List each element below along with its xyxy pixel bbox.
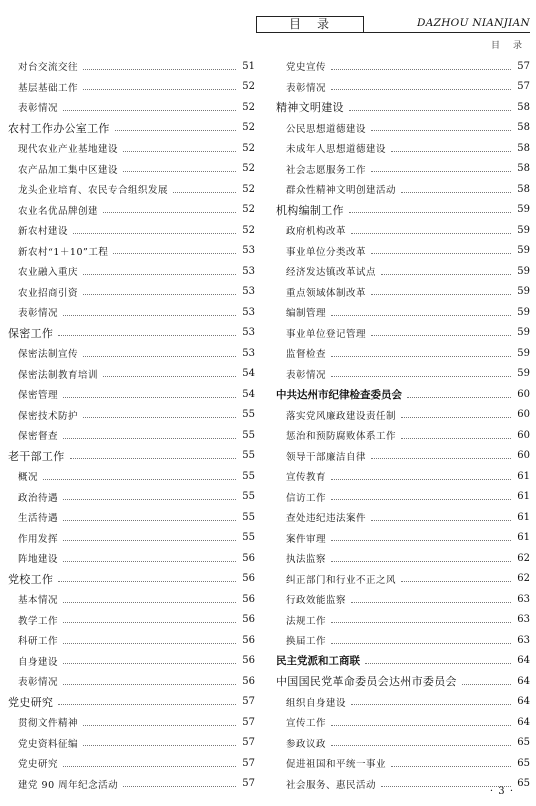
dot-leader <box>371 171 511 172</box>
dot-leader <box>83 356 236 357</box>
toc-entry-title: 政府机构改革 <box>286 226 347 238</box>
toc-entry-title: 民主党派和工商联 <box>276 655 360 668</box>
toc-entry-title: 保密管理 <box>18 390 59 402</box>
dot-leader <box>63 766 236 767</box>
toc-page-number: 58 <box>517 183 530 195</box>
toc-entry <box>276 302 530 323</box>
dot-leader <box>351 704 511 705</box>
dot-leader <box>365 663 511 664</box>
toc-entry-title: 事业单位分类改革 <box>286 246 367 258</box>
toc-page-number: 59 <box>517 368 530 380</box>
dot-leader <box>371 130 511 131</box>
toc-page-number: 55 <box>242 450 255 462</box>
toc-entry <box>8 200 255 221</box>
toc-page-number: 64 <box>517 655 530 667</box>
toc-entry <box>8 425 255 446</box>
toc-entry <box>8 733 255 754</box>
toc-entry-title: 党史研究 <box>8 695 54 709</box>
dot-leader <box>58 581 236 582</box>
toc-entry-title: 促进祖国和平统一事业 <box>286 759 387 771</box>
toc-entry <box>276 405 530 426</box>
dot-leader <box>349 212 511 213</box>
toc-page-number: 53 <box>242 347 255 359</box>
dot-leader <box>331 89 511 90</box>
dot-leader <box>407 397 511 398</box>
dot-leader <box>331 745 511 746</box>
dot-leader <box>401 581 511 582</box>
toc-section-heading <box>8 692 255 713</box>
toc-entry <box>8 712 255 733</box>
dot-leader <box>123 151 236 152</box>
toc-page-number: 65 <box>517 757 530 769</box>
toc-entry <box>276 220 530 241</box>
toc-entry-title: 建党 90 周年纪念活动 <box>18 779 119 791</box>
toc-entry-title: 新农村“1＋10”工程 <box>18 246 109 258</box>
toc-entry <box>8 507 255 528</box>
toc-section-heading <box>276 651 530 672</box>
toc-page-number: 52 <box>242 224 255 236</box>
toc-entry <box>8 159 255 180</box>
dot-leader <box>331 315 511 316</box>
toc-entry <box>8 774 255 795</box>
toc-entry <box>276 712 530 733</box>
dot-leader <box>349 110 511 111</box>
toc-entry-title: 阵地建设 <box>18 554 59 566</box>
toc-page-number: 53 <box>242 286 255 298</box>
toc-entry-title: 农业招商引资 <box>18 287 79 299</box>
toc-entry-title: 信访工作 <box>286 492 327 504</box>
toc-entry <box>8 56 255 77</box>
dot-leader <box>123 171 236 172</box>
toc-entry-title: 惩治和预防腐败体系工作 <box>286 431 397 443</box>
dot-leader <box>63 540 236 541</box>
toc-entry <box>276 364 530 385</box>
dot-leader <box>401 438 511 439</box>
dot-leader <box>70 458 237 459</box>
toc-page-number: 52 <box>242 204 255 216</box>
dot-leader <box>83 274 236 275</box>
toc-section-heading <box>8 323 255 344</box>
toc-entry-title: 监督检查 <box>286 349 327 361</box>
toc-page-number: 62 <box>517 573 530 585</box>
dot-leader <box>63 663 236 664</box>
toc-entry-title: 表彰情况 <box>286 82 327 94</box>
toc-page-number: 63 <box>517 614 530 626</box>
toc-entry-title: 对台交流交往 <box>18 62 79 74</box>
page-number: · 3 · <box>489 786 514 797</box>
toc-entry-title: 保密法制宣传 <box>18 349 79 361</box>
dot-leader <box>391 151 511 152</box>
dot-leader <box>63 602 236 603</box>
toc-entry <box>8 343 255 364</box>
toc-entry-title: 宣传教育 <box>286 472 327 484</box>
toc-entry <box>8 77 255 98</box>
toc-page-number: 56 <box>242 573 255 585</box>
toc-entry-title: 社会志愿服务工作 <box>286 164 367 176</box>
toc-page-number: 56 <box>242 614 255 626</box>
toc-page-number: 56 <box>242 593 255 605</box>
dot-leader <box>103 376 236 377</box>
toc-page-number: 61 <box>517 491 530 503</box>
toc-entry <box>8 241 255 262</box>
dot-leader <box>63 520 236 521</box>
dot-leader <box>63 643 236 644</box>
toc-entry <box>276 528 530 549</box>
dot-leader <box>381 274 511 275</box>
toc-entry <box>276 466 530 487</box>
toc-entry <box>8 548 255 569</box>
toc-page-number: 59 <box>517 265 530 277</box>
toc-page-number: 59 <box>517 347 530 359</box>
toc-page-number: 57 <box>242 696 255 708</box>
toc-page-number: 55 <box>242 409 255 421</box>
dot-leader <box>371 458 511 459</box>
toc-entry-title: 政治待遇 <box>18 492 59 504</box>
toc-page-number: 60 <box>517 409 530 421</box>
toc-entry <box>276 138 530 159</box>
dot-leader <box>331 376 511 377</box>
toc-page-number: 55 <box>242 470 255 482</box>
toc-entry <box>276 610 530 631</box>
toc-entry-title: 参政议政 <box>286 738 327 750</box>
toc-page-number: 55 <box>242 532 255 544</box>
dot-leader <box>63 684 236 685</box>
toc-title: 目 录 <box>288 17 331 31</box>
toc-entry-title: 表彰情况 <box>18 103 59 115</box>
toc-page-number: 56 <box>242 552 255 564</box>
toc-entry-title: 基层基础工作 <box>18 82 79 94</box>
dot-leader <box>173 192 236 193</box>
toc-entry-title: 作用发挥 <box>18 533 59 545</box>
toc-entry-title: 概况 <box>18 472 39 484</box>
toc-page-number: 52 <box>242 163 255 175</box>
toc-entry-title: 党校工作 <box>8 572 54 586</box>
toc-page-number: 55 <box>242 511 255 523</box>
toc-entry-title: 贯彻文件精神 <box>18 718 79 730</box>
dot-leader <box>401 192 511 193</box>
toc-entry-title: 新农村建设 <box>18 226 69 238</box>
toc-entry <box>8 651 255 672</box>
toc-entry <box>8 487 255 508</box>
toc-page-number: 60 <box>517 450 530 462</box>
dot-leader <box>83 89 236 90</box>
dot-leader <box>63 438 236 439</box>
toc-entry-title: 领导干部廉洁自律 <box>286 451 367 463</box>
toc-entry <box>8 671 255 692</box>
toc-page-number: 64 <box>517 696 530 708</box>
toc-entry-title: 保密法制教育培训 <box>18 369 99 381</box>
dot-leader <box>63 315 236 316</box>
toc-entry <box>8 528 255 549</box>
dot-leader <box>63 397 236 398</box>
toc-entry <box>276 425 530 446</box>
toc-section-heading <box>276 200 530 221</box>
dot-leader <box>331 356 511 357</box>
toc-entry <box>8 630 255 651</box>
dot-leader <box>103 212 236 213</box>
toc-entry-title: 现代农业产业基地建设 <box>18 144 119 156</box>
dot-leader <box>331 540 511 541</box>
dot-leader <box>462 684 511 685</box>
dot-leader <box>73 233 236 234</box>
toc-entry-title: 自身建设 <box>18 656 59 668</box>
dot-leader <box>63 561 236 562</box>
toc-entry <box>276 630 530 651</box>
toc-entry <box>276 323 530 344</box>
toc-entry <box>276 446 530 467</box>
toc-page-number: 51 <box>242 60 255 72</box>
toc-page-number: 56 <box>242 655 255 667</box>
toc-page-number: 54 <box>242 388 255 400</box>
toc-entry-title: 基本情况 <box>18 595 59 607</box>
dot-leader <box>331 643 511 644</box>
dot-leader <box>371 294 511 295</box>
toc-page-number: 57 <box>517 60 530 72</box>
dot-leader <box>63 110 236 111</box>
toc-section-heading <box>276 97 530 118</box>
toc-entry-title: 机构编制工作 <box>276 203 344 217</box>
toc-entry-title: 未成年人思想道德建设 <box>286 144 387 156</box>
toc-entry <box>8 138 255 159</box>
dot-leader <box>371 520 511 521</box>
toc-entry <box>8 384 255 405</box>
dot-leader <box>351 233 511 234</box>
toc-page-number: 59 <box>517 327 530 339</box>
toc-entry <box>276 589 530 610</box>
toc-entry-title: 表彰情况 <box>18 308 59 320</box>
toc-page-number: 62 <box>517 552 530 564</box>
toc-entry-title: 农村工作办公室工作 <box>8 121 110 135</box>
toc-entry <box>276 692 530 713</box>
toc-page-number: 65 <box>517 737 530 749</box>
dot-leader <box>58 704 236 705</box>
toc-entry <box>276 753 530 774</box>
toc-page-number: 52 <box>242 101 255 113</box>
toc-entry <box>276 56 530 77</box>
toc-section-heading <box>8 118 255 139</box>
toc-page-number: 55 <box>242 491 255 503</box>
toc-entry <box>8 261 255 282</box>
toc-entry-title: 表彰情况 <box>286 369 327 381</box>
toc-entry <box>276 77 530 98</box>
dot-leader <box>43 479 236 480</box>
toc-page-number: 59 <box>517 306 530 318</box>
dot-leader <box>83 69 236 70</box>
toc-page-number: 53 <box>242 265 255 277</box>
dot-leader <box>371 253 511 254</box>
toc-page-number: 58 <box>517 101 530 113</box>
toc-section-heading <box>276 384 530 405</box>
toc-entry <box>276 118 530 139</box>
toc-title-box <box>256 16 364 33</box>
toc-entry-title: 精神文明建设 <box>276 101 344 115</box>
toc-page-number: 61 <box>517 511 530 523</box>
dot-leader <box>83 745 236 746</box>
toc-page-number: 57 <box>242 757 255 769</box>
toc-entry <box>8 282 255 303</box>
dot-leader <box>391 766 511 767</box>
toc-page-number: 53 <box>242 245 255 257</box>
toc-entry <box>8 589 255 610</box>
toc-entry <box>276 569 530 590</box>
header-rule <box>256 32 530 33</box>
dot-leader <box>83 294 236 295</box>
toc-page-number: 56 <box>242 634 255 646</box>
toc-page-number: 63 <box>517 593 530 605</box>
toc-page-number: 54 <box>242 368 255 380</box>
toc-entry-title: 党史研究 <box>18 759 59 771</box>
toc-entry <box>276 241 530 262</box>
yearbook-title-en: DAZHOU NIANJIAN <box>417 17 530 29</box>
toc-entry-title: 编制管理 <box>286 308 327 320</box>
toc-entry <box>8 753 255 774</box>
toc-entry-title: 中共达州市纪律检查委员会 <box>276 388 402 401</box>
toc-entry-title: 法规工作 <box>286 615 327 627</box>
dot-leader <box>371 335 511 336</box>
toc-entry-title: 落实党风廉政建设责任制 <box>286 410 397 422</box>
dot-leader <box>83 417 236 418</box>
toc-entry-title: 表彰情况 <box>18 677 59 689</box>
dot-leader <box>113 253 236 254</box>
toc-entry <box>8 179 255 200</box>
toc-entry-title: 保密督查 <box>18 431 59 443</box>
toc-page-number: 55 <box>242 429 255 441</box>
toc-entry <box>8 97 255 118</box>
toc-entry-title: 农业融入重庆 <box>18 267 79 279</box>
toc-entry <box>8 364 255 385</box>
toc-entry <box>8 610 255 631</box>
toc-page-number: 56 <box>242 675 255 687</box>
toc-page-number: 60 <box>517 388 530 400</box>
dot-leader <box>331 499 511 500</box>
toc-page-number: 57 <box>242 778 255 790</box>
toc-page-number: 58 <box>517 163 530 175</box>
dot-leader <box>351 602 511 603</box>
toc-entry-title: 保密工作 <box>8 326 54 340</box>
dot-leader <box>63 499 236 500</box>
toc-entry-title: 科研工作 <box>18 636 59 648</box>
dot-leader <box>331 69 511 70</box>
toc-entry-title: 案件审理 <box>286 533 327 545</box>
toc-page-number: 57 <box>242 737 255 749</box>
toc-entry <box>276 179 530 200</box>
toc-entry-title: 公民思想道德建设 <box>286 123 367 135</box>
toc-entry-title: 纠正部门和行业不正之风 <box>286 574 397 586</box>
dot-leader <box>58 335 236 336</box>
toc-entry-title: 保密技术防护 <box>18 410 79 422</box>
toc-page-number: 52 <box>242 81 255 93</box>
dot-leader <box>331 479 511 480</box>
toc-entry-title: 农产品加工集中区建设 <box>18 164 119 176</box>
toc-entry-title: 行政效能监察 <box>286 595 347 607</box>
toc-entry <box>276 548 530 569</box>
dot-leader <box>83 725 236 726</box>
toc-right-column <box>276 56 530 794</box>
toc-entry-title: 宣传工作 <box>286 718 327 730</box>
dot-leader <box>331 561 511 562</box>
toc-entry-title: 查处违纪违法案件 <box>286 513 367 525</box>
running-header: 目 录 <box>490 41 524 51</box>
dot-leader <box>123 786 236 787</box>
toc-page-number: 64 <box>517 675 530 687</box>
toc-page-number: 52 <box>242 183 255 195</box>
toc-page-number: 61 <box>517 470 530 482</box>
toc-page-number: 53 <box>242 306 255 318</box>
toc-entry-title: 生活待遇 <box>18 513 59 525</box>
toc-entry-title: 执法监察 <box>286 554 327 566</box>
toc-entry-title: 中国国民党革命委员会达州市委员会 <box>276 675 457 689</box>
toc-left-column <box>8 56 255 794</box>
toc-section-heading <box>276 671 530 692</box>
toc-entry <box>276 733 530 754</box>
toc-page-number: 59 <box>517 245 530 257</box>
toc-entry-title: 重点领域体制改革 <box>286 287 367 299</box>
toc-entry-title: 经济发达镇改革试点 <box>286 267 377 279</box>
toc-entry <box>8 405 255 426</box>
toc-entry <box>276 343 530 364</box>
toc-page-number: 58 <box>517 122 530 134</box>
toc-entry-title: 事业单位登记管理 <box>286 328 367 340</box>
toc-entry-title: 农业名优品牌创建 <box>18 205 99 217</box>
toc-entry <box>276 159 530 180</box>
toc-entry <box>276 487 530 508</box>
toc-page-number: 59 <box>517 204 530 216</box>
toc-page-number: 52 <box>242 142 255 154</box>
toc-entry <box>276 507 530 528</box>
toc-entry-title: 社会服务、惠民活动 <box>286 779 377 791</box>
toc-entry-title: 教学工作 <box>18 615 59 627</box>
toc-page-number: 58 <box>517 142 530 154</box>
toc-page-number: 57 <box>242 716 255 728</box>
toc-entry-title: 组织自身建设 <box>286 697 347 709</box>
toc-page-number: 61 <box>517 532 530 544</box>
toc-section-heading <box>8 446 255 467</box>
toc-entry-title: 党史资料征编 <box>18 738 79 750</box>
dot-leader <box>331 725 511 726</box>
toc-page-number: 52 <box>242 122 255 134</box>
toc-page-number: 63 <box>517 634 530 646</box>
dot-leader <box>63 622 236 623</box>
toc-page-number: 59 <box>517 286 530 298</box>
dot-leader <box>401 417 511 418</box>
toc-entry <box>8 220 255 241</box>
toc-entry <box>276 261 530 282</box>
toc-entry <box>8 466 255 487</box>
toc-entry-title: 群众性精神文明创建活动 <box>286 185 397 197</box>
toc-entry-title: 老干部工作 <box>8 449 65 463</box>
toc-entry-title: 党史宣传 <box>286 62 327 74</box>
toc-page-number: 65 <box>517 778 530 790</box>
dot-leader <box>331 622 511 623</box>
toc-page-number: 53 <box>242 327 255 339</box>
dot-leader <box>115 130 236 131</box>
toc-entry <box>8 302 255 323</box>
toc-page-number: 57 <box>517 81 530 93</box>
toc-entry <box>276 282 530 303</box>
toc-page-number: 60 <box>517 429 530 441</box>
toc-entry-title: 换届工作 <box>286 636 327 648</box>
toc-entry-title: 龙头企业培育、农民专合组织发展 <box>18 185 169 197</box>
toc-section-heading <box>8 569 255 590</box>
toc-page-number: 59 <box>517 224 530 236</box>
toc-page-number: 64 <box>517 716 530 728</box>
